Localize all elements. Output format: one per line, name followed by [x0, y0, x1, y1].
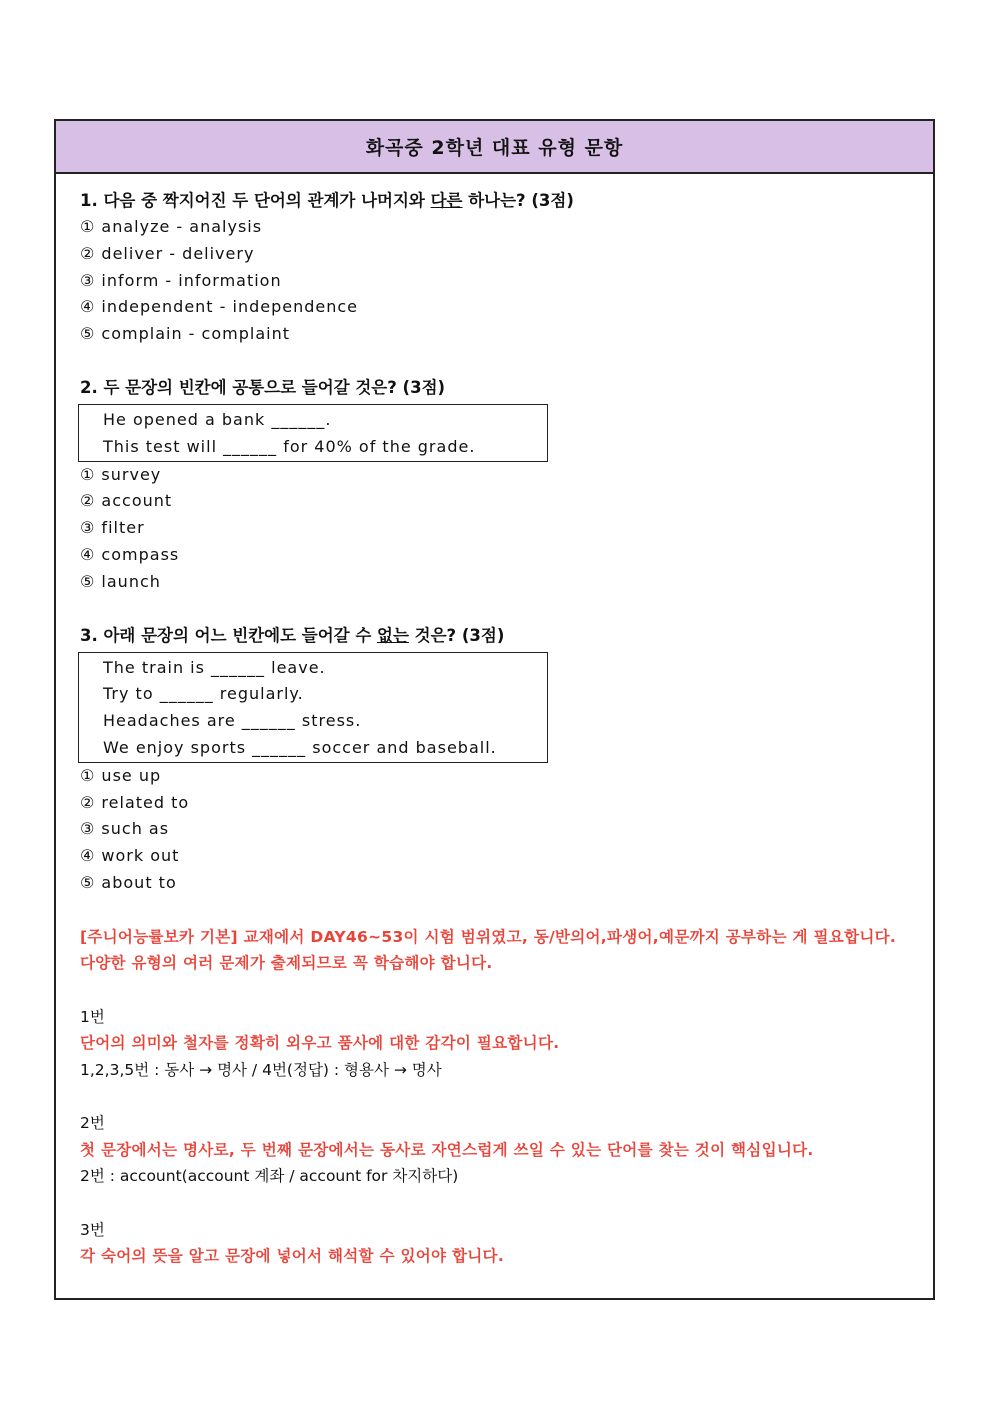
q3-option-2: ② related to: [80, 792, 190, 812]
q1-option-2: ② deliver - delivery: [80, 243, 255, 263]
q1-option-1: ① analyze - analysis: [80, 217, 263, 236]
spacer: [80, 1190, 913, 1217]
q3-option-3: ③ such as: [80, 819, 170, 839]
q3-sentence-2: Try to ______ regularly.: [103, 684, 304, 704]
note-intro-1: [주니어능률보카 기본] 교재에서 DAY46~53이 시험 범위였고, 동/반의어,파생어,예문까지 공부하는 게 필요합니다.: [80, 927, 897, 946]
note-3-highlight: 각 숙어의 뜻을 알고 문장에 넣어서 해석할 수 있어야 합니다.: [80, 1247, 505, 1266]
q3-sentence-1: The train is ______ leave.: [103, 657, 326, 677]
spacer: [80, 977, 913, 1004]
worksheet-title: 화곡중 2학년 대표 유형 문항: [56, 121, 933, 174]
note-2-detail: 2번 : account(account 계좌 / account for 차지하다): [80, 1167, 459, 1186]
q3-sentence-3: Headaches are ______ stress.: [103, 711, 362, 731]
spacer: [80, 1083, 913, 1110]
note-2-title: 2번: [80, 1114, 105, 1133]
spacer: [80, 897, 913, 924]
note-1-highlight: 단어의 의미와 철자를 정확히 외우고 품사에 대한 감각이 필요합니다.: [80, 1034, 560, 1053]
q3-option-4: ④ work out: [80, 846, 180, 866]
question-3: [80, 622, 913, 649]
question-1: [80, 187, 913, 214]
q2-option-3: ③ filter: [80, 518, 145, 538]
q2-option-1: ① survey: [80, 464, 162, 484]
q3-option-5: ⑤ about to: [80, 872, 177, 892]
q3-sentence-4: We enjoy sports ______ soccer and baseball.: [103, 737, 497, 757]
spacer: [80, 596, 913, 622]
q3-option-1: ① use up: [80, 765, 162, 785]
q2-sentence-1: He opened a bank ______.: [103, 409, 332, 429]
question-3-underline: 없는: [377, 625, 409, 645]
note-intro-2: 다양한 유형의 여러 문제가 출제되므로 꼭 학습해야 합니다.: [80, 954, 493, 973]
question-2: 2. 두 문장의 빈칸에 공통으로 들어갈 것은? (3점): [80, 377, 446, 397]
q2-option-5: ⑤ launch: [80, 571, 161, 591]
question-1-text-post: 하나는? (3점): [462, 191, 574, 210]
question-1-text-pre: 1. 다음 중 짝지어진 두 단어의 관계가 나머지와: [80, 191, 431, 210]
question-3-text-pre: 3. 아래 문장의 어느 빈칸에도 들어갈 수: [80, 625, 378, 645]
note-3-title: 3번: [80, 1220, 105, 1239]
q2-sentence-box: [78, 404, 548, 462]
q2-sentence-2: This test will ______ for 40% of the grade.: [103, 436, 476, 456]
question-1-underline: 다른: [430, 191, 463, 210]
spacer: [80, 348, 913, 374]
q3-sentence-box: [78, 652, 548, 763]
q1-option-3: ③ inform - information: [80, 270, 282, 290]
question-3-text-post: 것은? (3점): [408, 625, 505, 645]
note-2-highlight: 첫 문장에서는 명사로, 두 번째 문장에서는 동사로 자연스럽게 쓰일 수 있는 단어를 찾는 것이 핵심입니다.: [80, 1140, 814, 1159]
q2-option-4: ④ compass: [80, 544, 180, 564]
q1-option-4: ④ independent - independence: [80, 297, 359, 317]
q1-option-5: ⑤ complain - complaint: [80, 324, 290, 344]
q2-option-2: ② account: [80, 491, 173, 511]
worksheet-frame: [54, 119, 935, 1300]
worksheet-content: [80, 187, 913, 1270]
note-1-detail: 1,2,3,5번 : 동사 → 명사 / 4번(정답) : 형용사 → 명사: [80, 1060, 442, 1079]
note-1-title: 1번: [80, 1007, 105, 1026]
